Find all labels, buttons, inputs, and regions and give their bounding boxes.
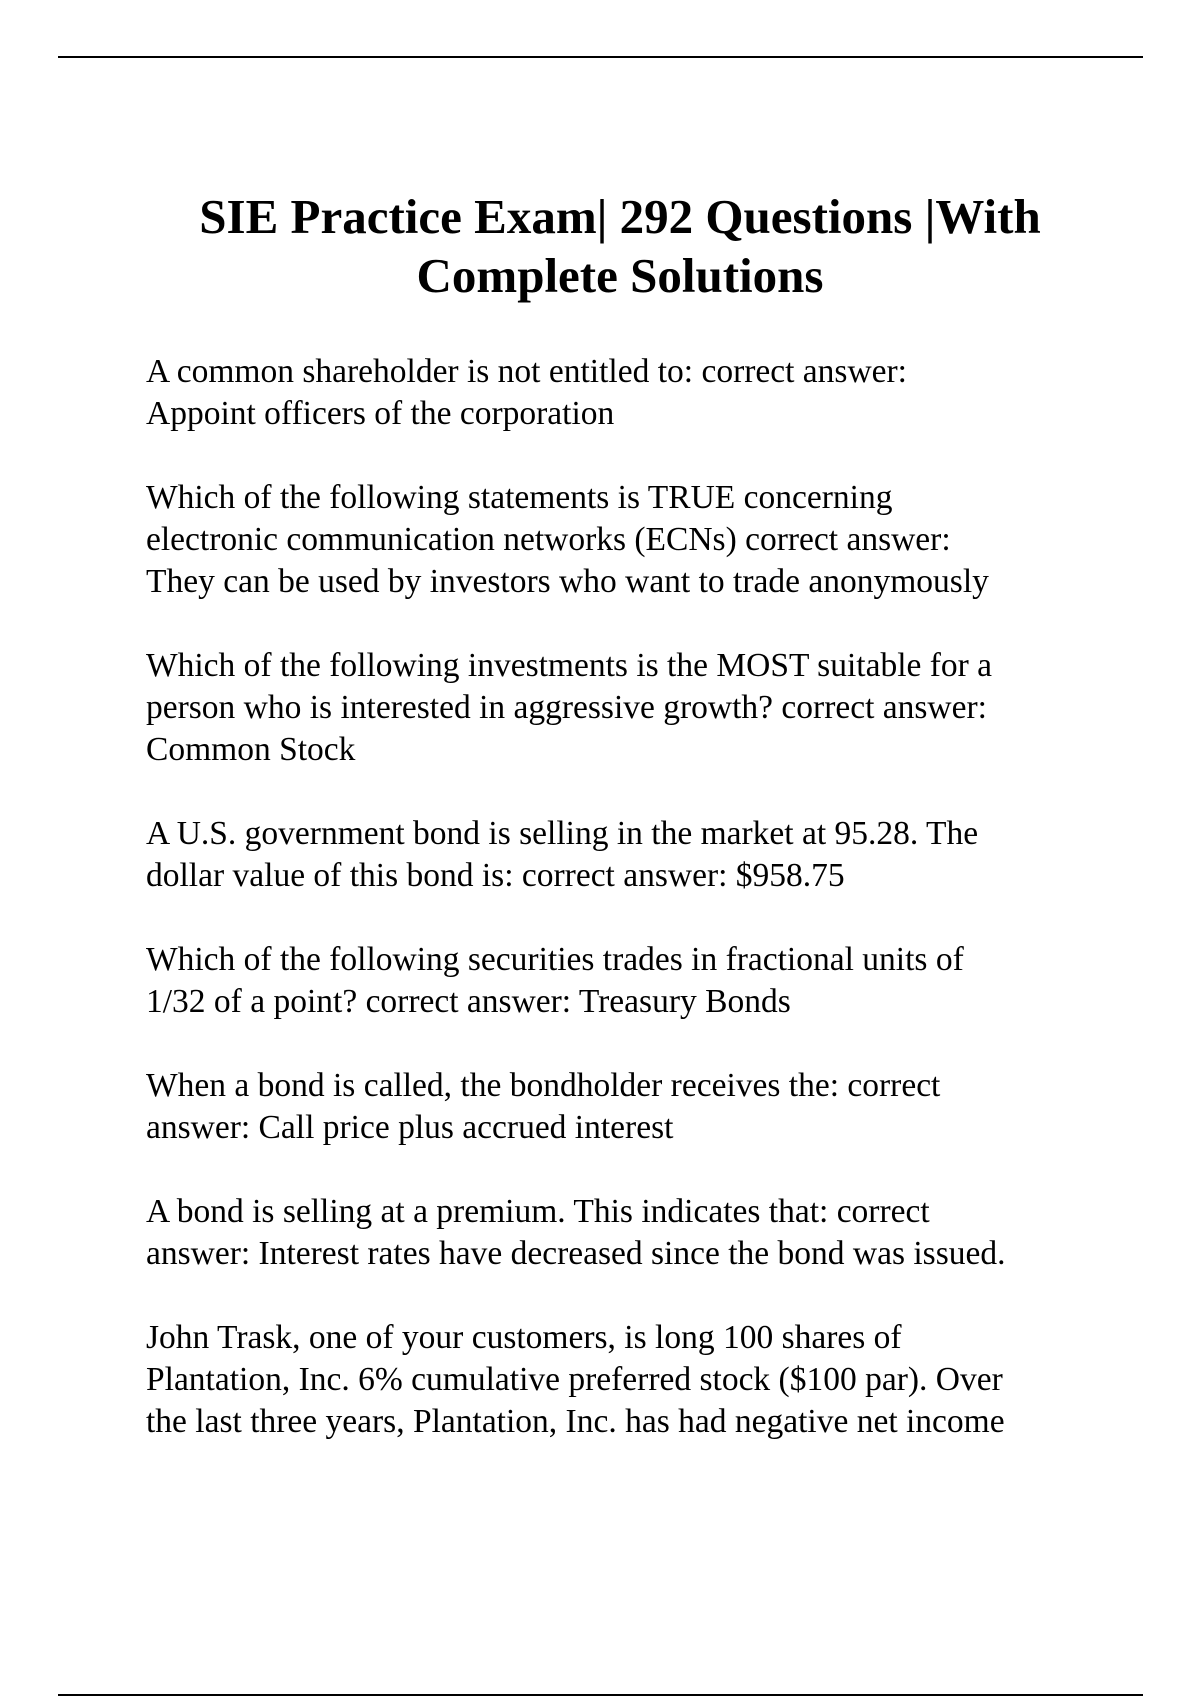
- question-answer-list: [146, 351, 1146, 1485]
- qa-item: John Trask, one of your customers, is long 100 shares of Plantation, Inc. 6% cumulative preferred stock ($100 par). Over the last three years, Plantation, Inc. has had negative net income: [146, 1319, 1005, 1440]
- qa-item: Which of the following investments is the MOST suitable for a person who is interested in aggressive growth? correct answer: Common Stock: [146, 647, 993, 768]
- qa-item: When a bond is called, the bondholder receives the: correct answer: Call price plus accrued interest: [146, 1067, 941, 1146]
- qa-item: A bond is selling at a premium. This indicates that: correct answer: Interest rates have decreased since the bond was issued.: [146, 1193, 1006, 1272]
- header-rule: [58, 56, 1143, 58]
- document-title: SIE Practice Exam| 292 Questions |With Complete Solutions: [199, 189, 1041, 303]
- footer-rule: [58, 1694, 1143, 1696]
- qa-item: Which of the following securities trades in fractional units of 1/32 of a point? correct answer: Treasury Bonds: [146, 941, 964, 1020]
- qa-item: Which of the following statements is TRUE concerning electronic communication networks (ECNs) correct answer: They can be used by investors who want to trade anonymously: [146, 479, 989, 600]
- qa-item: A common shareholder is not entitled to: correct answer: Appoint officers of the corporation: [146, 353, 907, 432]
- qa-item: A U.S. government bond is selling in the market at 95.28. The dollar value of this bond is: correct answer: $958.75: [146, 815, 979, 894]
